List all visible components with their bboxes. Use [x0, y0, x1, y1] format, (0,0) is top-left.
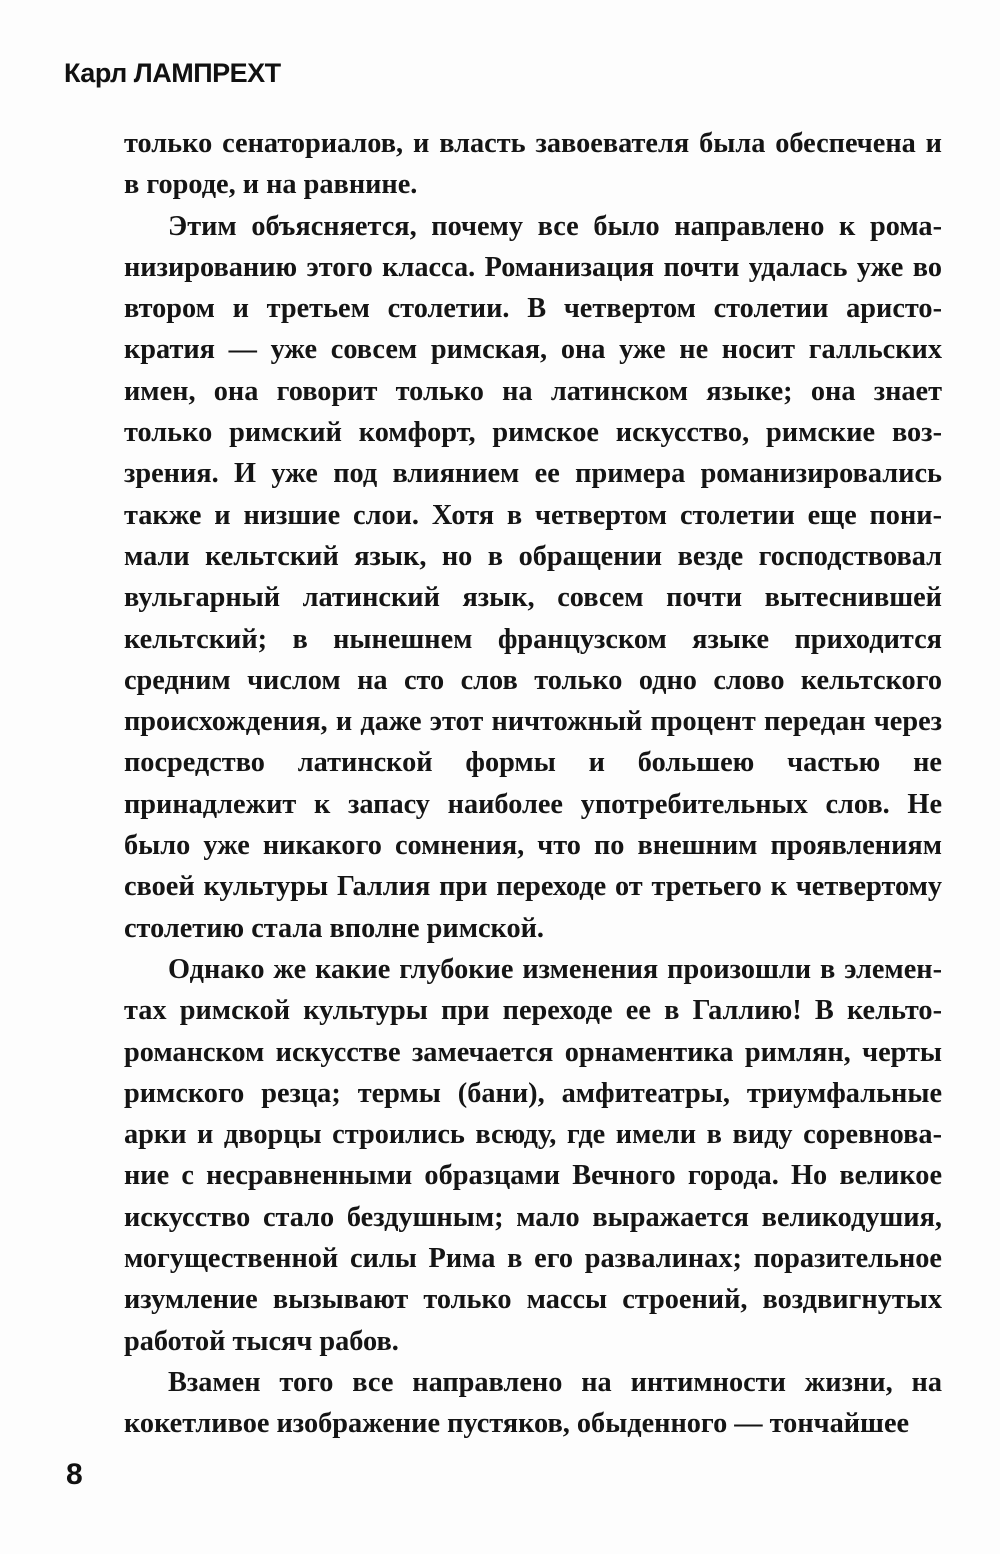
paragraph-4: Взамен того все направлено на интимности жизни, на кокетливое изображение пустяков, обыденного — тончайшее	[124, 1366, 942, 1440]
paragraph-2: Этим объясняется, почему все было направлено к романизированию этого класса. Романизация почти удалась уже во втором и третьем столетии. В четвертом столетии аристократия — уже совсем римская, она уже не носит галльских имен, она говорит только на латинском языке; она знает только римский комфорт, римское искусство, римские воззрения. И уже под влиянием ее примера романизировались также и низшие слои. Хотя в четвертом столетии еще понимали кельтский язык, но в обращении везде господствовал вульгарный латинский язык, совсем почти вытеснившей кельтский; в нынешнем французском языке приходится средним числом на сто слов только одно слово кельтского происхождения, и даже этот ничтожный процент передан через посредство латинской формы и большею частью не принадлежит к запасу наиболее употребительных слов. Не было уже никакого сомнения, что по внешним проявлениям своей культуры Галлия при переходе от третьего к четвертому столетию стала вполне римской.	[124, 210, 942, 944]
running-header: Карл ЛАМПРЕХТ	[64, 58, 281, 88]
page-number: 8	[66, 1458, 83, 1491]
paragraph-1: только сенаториалов, и власть завоевателя была обеспечена и в городе, и на равнине.	[124, 128, 942, 201]
paragraph-3: Однако же какие глубокие изменения произошли в элементах римской культуры при переходе ее в Галлию! В кельтороманском искусстве замечается орнаментика римлян, черты римского резца; термы (бани), амфитеатры, триумфальные арки и дворцы строились всюду, где имели в виду соревнование с несравненными образцами Вечного города. Но великое искусство стало бездушным; мало выражается великодушия, могущественной силы Рима в его развалинах; поразительное изумление вызывают только массы строений, воздвигнутых работой тысяч рабов.	[124, 953, 942, 1357]
main-text	[124, 123, 942, 1445]
